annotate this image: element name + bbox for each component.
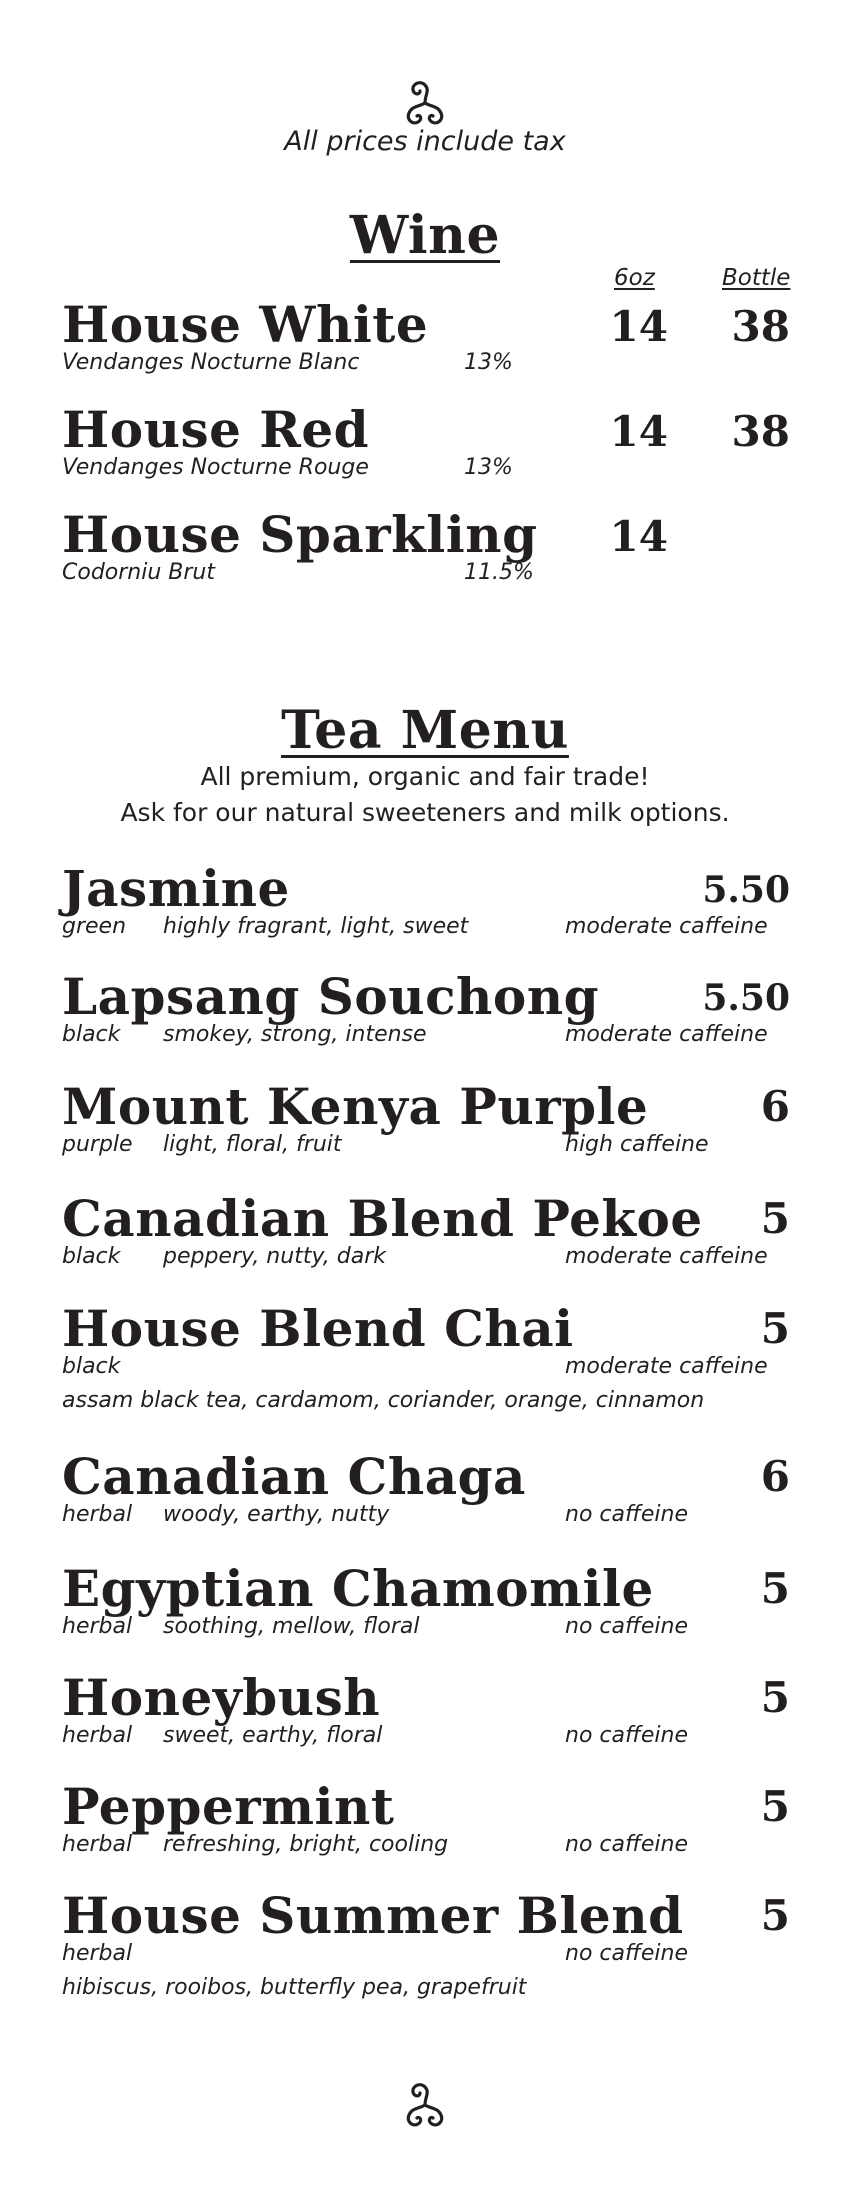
wine-item-abv: 13% — [464, 455, 513, 480]
tax-note: All prices include tax — [284, 126, 566, 157]
tea-item-name: Honeybush — [62, 1668, 381, 1727]
tea-item-type: black — [62, 1354, 121, 1379]
wine-item-description: Vendanges Nocturne Rouge — [62, 455, 369, 480]
col-head-6oz: 6oz — [614, 265, 655, 291]
tea-item-type: green — [62, 914, 127, 939]
tea-item-name: Jasmine — [62, 859, 290, 918]
tea-item-notes: sweet, earthy, floral — [163, 1723, 383, 1748]
tea-item-caffeine: moderate caffeine — [565, 1022, 768, 1047]
wine-item-description: Codorniu Brut — [62, 560, 215, 585]
triskele-icon — [400, 78, 450, 128]
tea-item-caffeine: no caffeine — [565, 1941, 688, 1966]
wine-glass-price: 14 — [609, 302, 668, 351]
tea-item-notes: light, floral, fruit — [163, 1132, 342, 1157]
tea-item-price: 5 — [760, 1304, 790, 1353]
wine-item-abv: 11.5% — [464, 560, 534, 585]
tea-item-price: 5 — [760, 1194, 790, 1243]
tea-item-price: 6 — [760, 1452, 790, 1501]
tea-item-type: herbal — [62, 1941, 133, 1966]
tea-item-price: 5 — [760, 1782, 790, 1831]
triskele-icon — [400, 2080, 450, 2130]
tea-item-caffeine: no caffeine — [565, 1502, 688, 1527]
tea-item-notes: peppery, nutty, dark — [163, 1244, 386, 1269]
wine-item-abv: 13% — [464, 350, 513, 375]
tea-item-price: 5 — [760, 1564, 790, 1613]
wine-bottle-price: 38 — [731, 407, 790, 456]
tea-item-caffeine: high caffeine — [565, 1132, 709, 1157]
tea-item-name: Canadian Chaga — [62, 1447, 526, 1506]
tea-item-caffeine: moderate caffeine — [565, 1354, 768, 1379]
tea-item-type: black — [62, 1022, 121, 1047]
tea-section-title: Tea Menu — [281, 700, 569, 761]
tea-item-type: herbal — [62, 1614, 133, 1639]
tea-item-type: herbal — [62, 1832, 133, 1857]
tea-item-name: House Blend Chai — [62, 1299, 574, 1358]
tea-item-notes: soothing, mellow, floral — [163, 1614, 420, 1639]
tea-intro-line-2: Ask for our natural sweeteners and milk options. — [120, 798, 730, 827]
tea-item-price: 5.50 — [702, 869, 790, 911]
tea-item-caffeine: no caffeine — [565, 1832, 688, 1857]
tea-item-type: herbal — [62, 1502, 133, 1527]
wine-bottle-price: 38 — [731, 302, 790, 351]
tea-item-type: herbal — [62, 1723, 133, 1748]
tea-intro-line-1: All premium, organic and fair trade! — [200, 762, 650, 791]
tea-item-notes: refreshing, bright, cooling — [163, 1832, 449, 1857]
tea-item-notes: highly fragrant, light, sweet — [163, 914, 469, 939]
wine-section-title: Wine — [349, 205, 501, 266]
tea-item-name: Mount Kenya Purple — [62, 1077, 649, 1136]
tea-item-name: Lapsang Souchong — [62, 967, 600, 1026]
tea-item-price: 5.50 — [702, 977, 790, 1019]
wine-item-description: Vendanges Nocturne Blanc — [62, 350, 360, 375]
tea-item-name: Egyptian Chamomile — [62, 1559, 654, 1618]
tea-item-caffeine: moderate caffeine — [565, 914, 768, 939]
tea-item-ingredients: hibiscus, rooibos, butterfly pea, grapefruit — [62, 1975, 527, 2000]
tea-item-name: House Summer Blend — [62, 1886, 684, 1945]
wine-item-name: House Red — [62, 400, 370, 459]
wine-glass-price: 14 — [609, 512, 668, 561]
tea-item-caffeine: moderate caffeine — [565, 1244, 768, 1269]
col-head-bottle: Bottle — [722, 265, 791, 291]
tea-item-name: Canadian Blend Pekoe — [62, 1189, 703, 1248]
wine-glass-price: 14 — [609, 407, 668, 456]
wine-item-name: House White — [62, 295, 429, 354]
tea-item-price: 5 — [760, 1673, 790, 1722]
tea-item-caffeine: no caffeine — [565, 1614, 688, 1639]
tea-item-ingredients: assam black tea, cardamom, coriander, orange, cinnamon — [62, 1388, 705, 1413]
tea-item-name: Peppermint — [62, 1777, 395, 1836]
tea-item-notes: woody, earthy, nutty — [163, 1502, 390, 1527]
tea-item-type: purple — [62, 1132, 133, 1157]
tea-item-caffeine: no caffeine — [565, 1723, 688, 1748]
tea-item-notes: smokey, strong, intense — [163, 1022, 427, 1047]
tea-item-price: 5 — [760, 1891, 790, 1940]
tea-item-type: black — [62, 1244, 121, 1269]
wine-item-name: House Sparkling — [62, 505, 538, 564]
tea-item-price: 6 — [760, 1082, 790, 1131]
